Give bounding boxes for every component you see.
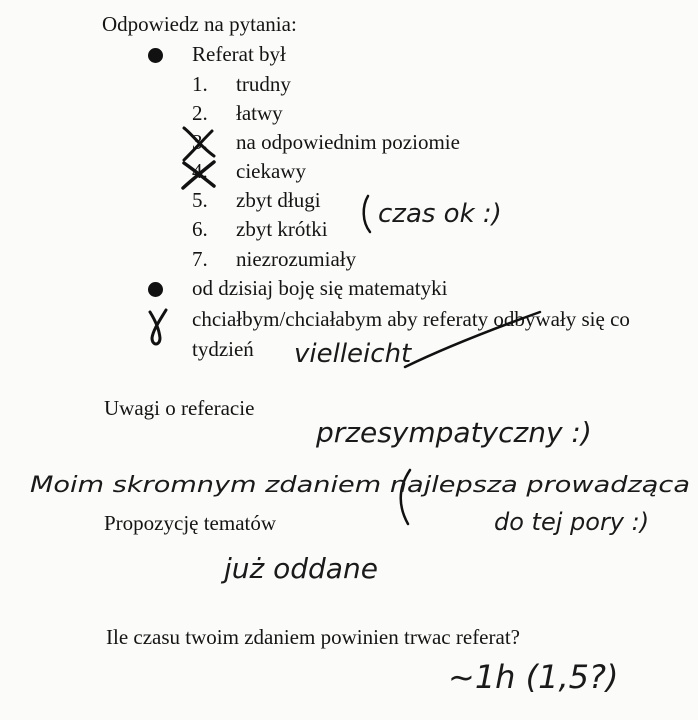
handwritten-duration-answer: ~1h (1,5?) bbox=[448, 658, 619, 696]
remarks-label: Uwagi o referacie bbox=[104, 396, 255, 420]
question-matematyka: od dzisiaj boję się matematyki bbox=[192, 276, 448, 300]
bracket-mark bbox=[364, 196, 370, 232]
option-number: 4. bbox=[192, 159, 208, 183]
option-number: 6. bbox=[192, 217, 208, 241]
handwritten-remark-line1: przesympatyczny :) bbox=[316, 416, 592, 449]
option-text: na odpowiednim poziomie bbox=[236, 130, 460, 154]
topics-label: Propozycję tematów bbox=[104, 511, 277, 535]
option-number: 2. bbox=[192, 101, 208, 125]
option-text: zbyt długi bbox=[236, 188, 321, 212]
option-number: 7. bbox=[192, 247, 208, 271]
check-mark bbox=[150, 310, 166, 344]
option-number: 5. bbox=[192, 188, 208, 212]
question-frequency-line2: tydzień bbox=[192, 337, 254, 361]
handwritten-remark-line2: Moim skromnym zdaniem najlepsza prowadząca bbox=[30, 473, 690, 498]
option-text: ciekawy bbox=[236, 159, 306, 183]
handwritten-remark-line3: do tej pory :) bbox=[494, 508, 650, 536]
cross-out-mark bbox=[184, 128, 214, 160]
question-frequency-line1: chciałbym/chciałabym aby referaty odbywały się co bbox=[192, 307, 630, 331]
option-number: 1. bbox=[192, 72, 208, 96]
strike-line bbox=[405, 312, 540, 367]
question-referat-label: Referat był bbox=[192, 42, 286, 66]
handwritten-time-note: czas ok :) bbox=[378, 199, 502, 229]
duration-question: Ile czasu twoim zdaniem powinien trwac referat? bbox=[106, 625, 520, 649]
heading: Odpowiedz na pytania: bbox=[102, 12, 297, 36]
handwritten-maybe: vielleicht bbox=[294, 339, 412, 369]
option-text: trudny bbox=[236, 72, 291, 96]
option-number: 3. bbox=[192, 130, 208, 154]
handwritten-topics-answer: już oddane bbox=[224, 552, 378, 585]
option-text: niezrozumiały bbox=[236, 247, 357, 271]
option-text: łatwy bbox=[236, 101, 283, 125]
cross-out-mark bbox=[183, 159, 214, 188]
option-text: zbyt krótki bbox=[236, 217, 328, 241]
